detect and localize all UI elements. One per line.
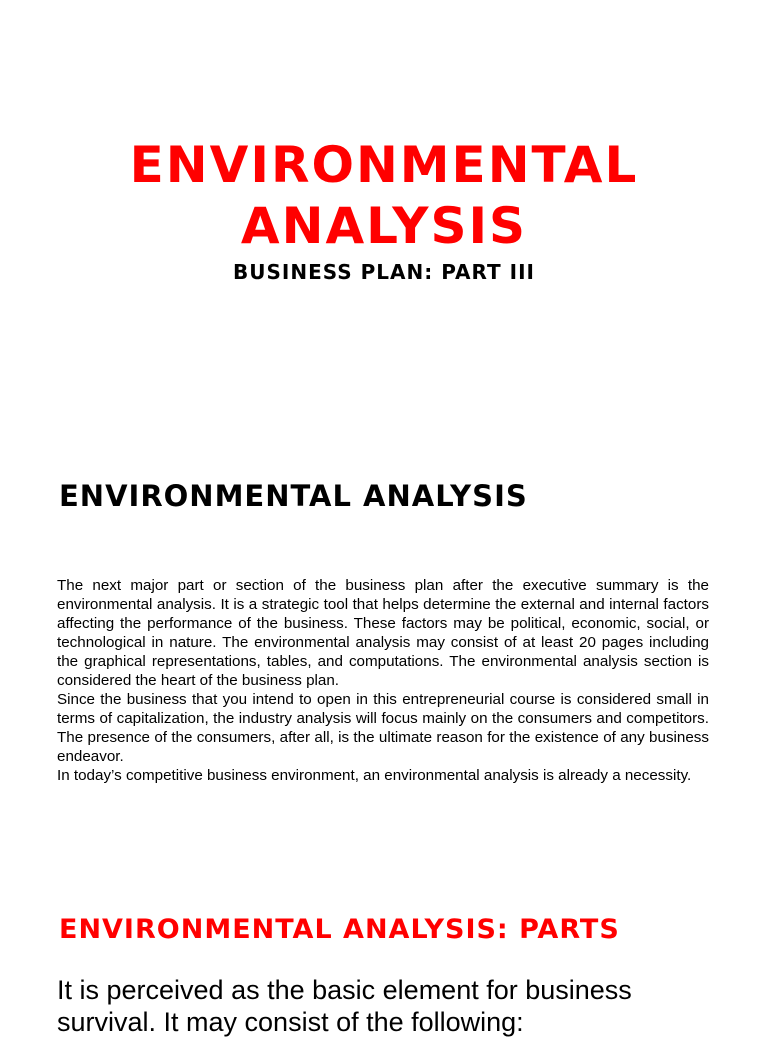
title-block — [0, 135, 768, 284]
parts-intro: It is perceived as the basic element for business survival. It may consist of the following: — [57, 975, 632, 1037]
page-subtitle: BUSINESS PLAN: PART III — [233, 260, 535, 284]
paragraph-2: Since the business that you intend to open in this entrepreneurial course is considered small in terms of capitalization, the industry analysis will focus mainly on the consumers and competitors. The presence of the consumers, after all, is the ultimate reason for the existence of any business endeavor. — [57, 691, 709, 765]
paragraph-3: In today’s competitive business environment, an environmental analysis is already a necessity. — [57, 767, 692, 784]
parts-heading: ENVIRONMENTAL ANALYSIS: PARTS — [59, 914, 620, 945]
page-title-line-2: ANALYSIS — [240, 197, 528, 255]
paragraph-1: The next major part or section of the business plan after the executive summary is the environmental analysis. It is a strategic tool that helps determine the external and internal factors affecting the performance of the business. These factors may be political, economic, social, or technological in nature. The environmental analysis may consist of at least 20 pages including the graphical representations, tables, and computations. The environmental analysis section is considered the heart of the business plan. — [57, 577, 709, 689]
page-title-line-1: ENVIRONMENTAL — [129, 136, 639, 194]
section-body — [57, 576, 709, 785]
section-heading: ENVIRONMENTAL ANALYSIS — [59, 479, 528, 513]
page-title — [0, 135, 768, 257]
